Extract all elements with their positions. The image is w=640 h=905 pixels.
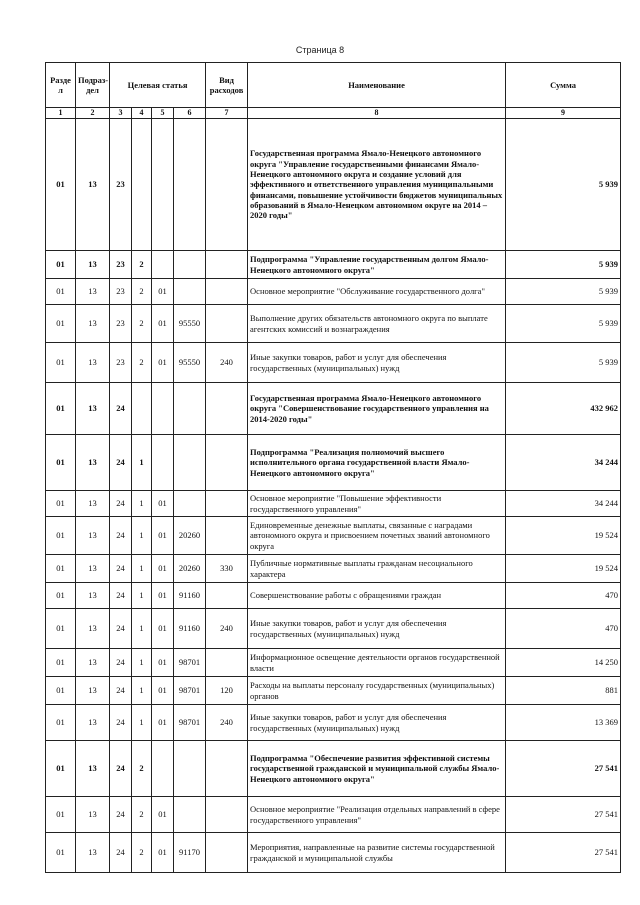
name-cell: Иные закупки товаров, работ и услуг для обеспечения государственных (муниципальных) нужд — [248, 705, 506, 741]
target-event-cell: 01 — [152, 797, 174, 833]
target-direction-cell: 95550 — [174, 343, 206, 383]
column-number: 5 — [152, 108, 174, 119]
target-subprogram-cell: 2 — [132, 797, 152, 833]
vid-cell — [206, 279, 248, 305]
razdel-cell: 01 — [46, 383, 76, 435]
podrazdel-cell: 13 — [76, 251, 110, 279]
name-cell: Мероприятия, направленные на развитие системы государственной гражданской и муниципальной службы — [248, 833, 506, 873]
table-row — [46, 305, 621, 343]
razdel-cell: 01 — [46, 677, 76, 705]
target-subprogram-cell: 1 — [132, 705, 152, 741]
podrazdel-cell: 13 — [76, 555, 110, 583]
vid-cell — [206, 649, 248, 677]
column-number: 4 — [132, 108, 152, 119]
table-row — [46, 383, 621, 435]
podrazdel-cell: 13 — [76, 705, 110, 741]
target-program-cell: 24 — [110, 583, 132, 609]
target-direction-cell — [174, 741, 206, 797]
name-cell: Подпрограмма "Обеспечение развития эффективной системы государственной гражданской и муниципальной службы Ямало-Ненецкого автономного округа" — [248, 741, 506, 797]
target-subprogram-cell: 2 — [132, 305, 152, 343]
name-cell: Иные закупки товаров, работ и услуг для обеспечения государственных (муниципальных) нужд — [248, 609, 506, 649]
target-program-cell: 24 — [110, 517, 132, 555]
sum-cell: 470 — [506, 583, 621, 609]
name-cell: Государственная программа Ямало-Ненецкого автономного округа "Управление государственными финансами Ямало-Ненецкого автономного округа и создание условий для эффективного и ответственного управления муниципальными финансами, повышение устойчивости бюджетов муниципальных образований в Ямало-Ненецком автономном округе на 2014 – 2020 годы" — [248, 119, 506, 251]
name-cell: Подпрограмма "Управление государственным долгом Ямало-Ненецкого автономного округа" — [248, 251, 506, 279]
razdel-cell: 01 — [46, 491, 76, 517]
table-row — [46, 833, 621, 873]
target-event-cell: 01 — [152, 279, 174, 305]
target-program-cell: 23 — [110, 343, 132, 383]
table-row — [46, 435, 621, 491]
target-event-cell: 01 — [152, 649, 174, 677]
razdel-cell: 01 — [46, 705, 76, 741]
column-number: 1 — [46, 108, 76, 119]
target-program-cell: 23 — [110, 251, 132, 279]
sum-cell: 13 369 — [506, 705, 621, 741]
target-subprogram-cell: 1 — [132, 555, 152, 583]
podrazdel-cell: 13 — [76, 677, 110, 705]
vid-cell — [206, 383, 248, 435]
target-direction-cell: 98701 — [174, 649, 206, 677]
column-number-row — [46, 108, 621, 119]
sum-cell: 27 541 — [506, 741, 621, 797]
target-event-cell — [152, 741, 174, 797]
target-subprogram-cell: 2 — [132, 251, 152, 279]
target-direction-cell: 98701 — [174, 677, 206, 705]
table-row — [46, 797, 621, 833]
target-program-cell: 24 — [110, 609, 132, 649]
table-row — [46, 705, 621, 741]
target-event-cell: 01 — [152, 491, 174, 517]
razdel-cell: 01 — [46, 797, 76, 833]
column-number: 9 — [506, 108, 621, 119]
target-subprogram-cell — [132, 119, 152, 251]
table-row — [46, 555, 621, 583]
target-program-cell: 24 — [110, 833, 132, 873]
table-row — [46, 251, 621, 279]
col-name-header: Наименование — [248, 63, 506, 108]
target-subprogram-cell: 1 — [132, 517, 152, 555]
target-subprogram-cell: 1 — [132, 677, 152, 705]
col-sum-header: Сумма — [506, 63, 621, 108]
sum-cell: 432 962 — [506, 383, 621, 435]
target-event-cell — [152, 435, 174, 491]
sum-cell: 27 541 — [506, 833, 621, 873]
sum-cell: 34 244 — [506, 435, 621, 491]
target-program-cell: 23 — [110, 305, 132, 343]
podrazdel-cell: 13 — [76, 343, 110, 383]
sum-cell: 14 250 — [506, 649, 621, 677]
table-row — [46, 491, 621, 517]
column-number: 7 — [206, 108, 248, 119]
podrazdel-cell: 13 — [76, 741, 110, 797]
razdel-cell: 01 — [46, 583, 76, 609]
podrazdel-cell: 13 — [76, 609, 110, 649]
vid-cell — [206, 251, 248, 279]
name-cell: Основное мероприятие "Реализация отдельных направлений в сфере государственного управления" — [248, 797, 506, 833]
target-direction-cell — [174, 435, 206, 491]
target-direction-cell: 20260 — [174, 555, 206, 583]
sum-cell: 19 524 — [506, 517, 621, 555]
vid-cell — [206, 491, 248, 517]
target-event-cell: 01 — [152, 705, 174, 741]
target-event-cell: 01 — [152, 305, 174, 343]
razdel-cell: 01 — [46, 741, 76, 797]
name-cell: Основное мероприятие "Обслуживание государственного долга" — [248, 279, 506, 305]
podrazdel-cell: 13 — [76, 305, 110, 343]
target-subprogram-cell: 2 — [132, 279, 152, 305]
vid-cell — [206, 517, 248, 555]
table-row — [46, 649, 621, 677]
target-program-cell: 24 — [110, 705, 132, 741]
vid-cell — [206, 583, 248, 609]
target-program-cell: 23 — [110, 119, 132, 251]
vid-cell: 120 — [206, 677, 248, 705]
target-event-cell — [152, 119, 174, 251]
col-target-header: Целевая статья — [110, 63, 206, 108]
podrazdel-cell: 13 — [76, 491, 110, 517]
target-program-cell: 24 — [110, 491, 132, 517]
podrazdel-cell: 13 — [76, 583, 110, 609]
target-direction-cell: 91160 — [174, 583, 206, 609]
name-cell: Единовременные денежные выплаты, связанные с наградами автономного округа и присвоением почетных званий автономного округа — [248, 517, 506, 555]
podrazdel-cell: 13 — [76, 517, 110, 555]
target-subprogram-cell: 2 — [132, 741, 152, 797]
target-direction-cell — [174, 251, 206, 279]
target-direction-cell — [174, 491, 206, 517]
target-event-cell: 01 — [152, 677, 174, 705]
podrazdel-cell: 13 — [76, 279, 110, 305]
razdel-cell: 01 — [46, 251, 76, 279]
table-body — [46, 119, 621, 873]
vid-cell — [206, 741, 248, 797]
column-number: 3 — [110, 108, 132, 119]
page-number: Страница 8 — [295, 45, 345, 55]
razdel-cell: 01 — [46, 609, 76, 649]
target-subprogram-cell: 1 — [132, 609, 152, 649]
target-program-cell: 24 — [110, 677, 132, 705]
budget-table — [45, 62, 621, 873]
sum-cell: 881 — [506, 677, 621, 705]
vid-cell — [206, 119, 248, 251]
target-event-cell: 01 — [152, 583, 174, 609]
razdel-cell: 01 — [46, 517, 76, 555]
target-event-cell: 01 — [152, 833, 174, 873]
vid-cell: 240 — [206, 609, 248, 649]
name-cell: Информационное освещение деятельности органов государственной власти — [248, 649, 506, 677]
sum-cell: 5 939 — [506, 119, 621, 251]
razdel-cell: 01 — [46, 119, 76, 251]
target-program-cell: 24 — [110, 741, 132, 797]
target-subprogram-cell — [132, 383, 152, 435]
target-subprogram-cell: 1 — [132, 583, 152, 609]
target-event-cell: 01 — [152, 609, 174, 649]
target-direction-cell: 98701 — [174, 705, 206, 741]
vid-cell — [206, 305, 248, 343]
vid-cell — [206, 797, 248, 833]
razdel-cell: 01 — [46, 833, 76, 873]
sum-cell: 19 524 — [506, 555, 621, 583]
podrazdel-cell: 13 — [76, 435, 110, 491]
target-program-cell: 24 — [110, 649, 132, 677]
target-event-cell: 01 — [152, 517, 174, 555]
target-event-cell — [152, 251, 174, 279]
sum-cell: 5 939 — [506, 343, 621, 383]
column-number: 2 — [76, 108, 110, 119]
sum-cell: 5 939 — [506, 279, 621, 305]
name-cell: Основное мероприятие "Повышение эффективности государственного управления" — [248, 491, 506, 517]
sum-cell: 5 939 — [506, 305, 621, 343]
vid-cell — [206, 833, 248, 873]
target-program-cell: 24 — [110, 383, 132, 435]
table-row — [46, 517, 621, 555]
target-direction-cell — [174, 383, 206, 435]
column-number: 8 — [248, 108, 506, 119]
target-subprogram-cell: 2 — [132, 833, 152, 873]
target-direction-cell: 20260 — [174, 517, 206, 555]
table-row — [46, 583, 621, 609]
target-event-cell: 01 — [152, 555, 174, 583]
target-program-cell: 24 — [110, 435, 132, 491]
name-cell: Выполнение других обязательств автономного округа по выплате агентских комиссий и вознаграждения — [248, 305, 506, 343]
target-subprogram-cell: 1 — [132, 491, 152, 517]
podrazdel-cell: 13 — [76, 797, 110, 833]
target-subprogram-cell: 1 — [132, 435, 152, 491]
podrazdel-cell: 13 — [76, 383, 110, 435]
target-direction-cell — [174, 797, 206, 833]
target-event-cell: 01 — [152, 343, 174, 383]
target-program-cell: 24 — [110, 797, 132, 833]
target-direction-cell: 95550 — [174, 305, 206, 343]
podrazdel-cell: 13 — [76, 119, 110, 251]
vid-cell — [206, 435, 248, 491]
target-direction-cell: 91160 — [174, 609, 206, 649]
razdel-cell: 01 — [46, 279, 76, 305]
table-row — [46, 677, 621, 705]
name-cell: Совершенствование работы с обращениями граждан — [248, 583, 506, 609]
name-cell: Расходы на выплаты персоналу государственных (муниципальных) органов — [248, 677, 506, 705]
podrazdel-cell: 13 — [76, 833, 110, 873]
sum-cell: 5 939 — [506, 251, 621, 279]
col-vid-header: Вид расходов — [206, 63, 248, 108]
razdel-cell: 01 — [46, 649, 76, 677]
name-cell: Публичные нормативные выплаты гражданам несоциального характера — [248, 555, 506, 583]
razdel-cell: 01 — [46, 555, 76, 583]
table-row — [46, 343, 621, 383]
sum-cell: 27 541 — [506, 797, 621, 833]
sum-cell: 470 — [506, 609, 621, 649]
target-direction-cell: 91170 — [174, 833, 206, 873]
column-number: 6 — [174, 108, 206, 119]
target-event-cell — [152, 383, 174, 435]
header-row — [46, 63, 621, 108]
vid-cell: 240 — [206, 343, 248, 383]
target-subprogram-cell: 2 — [132, 343, 152, 383]
table-row — [46, 279, 621, 305]
razdel-cell: 01 — [46, 305, 76, 343]
name-cell: Иные закупки товаров, работ и услуг для обеспечения государственных (муниципальных) нужд — [248, 343, 506, 383]
vid-cell: 240 — [206, 705, 248, 741]
table-row — [46, 609, 621, 649]
name-cell: Подпрограмма "Реализация полномочий высшего исполнительного органа государственной власти Ямало-Ненецкого автономного округа" — [248, 435, 506, 491]
vid-cell: 330 — [206, 555, 248, 583]
table-row — [46, 119, 621, 251]
target-direction-cell — [174, 279, 206, 305]
name-cell: Государственная программа Ямало-Ненецкого автономного округа "Совершенствование государственного управления на 2014-2020 годы" — [248, 383, 506, 435]
target-direction-cell — [174, 119, 206, 251]
podrazdel-cell: 13 — [76, 649, 110, 677]
target-program-cell: 24 — [110, 555, 132, 583]
col-podrazdel-header: Подраз- дел — [76, 63, 110, 108]
col-razdel-header: Разде л — [46, 63, 76, 108]
razdel-cell: 01 — [46, 343, 76, 383]
table-row — [46, 741, 621, 797]
target-program-cell: 23 — [110, 279, 132, 305]
sum-cell: 34 244 — [506, 491, 621, 517]
target-subprogram-cell: 1 — [132, 649, 152, 677]
razdel-cell: 01 — [46, 435, 76, 491]
